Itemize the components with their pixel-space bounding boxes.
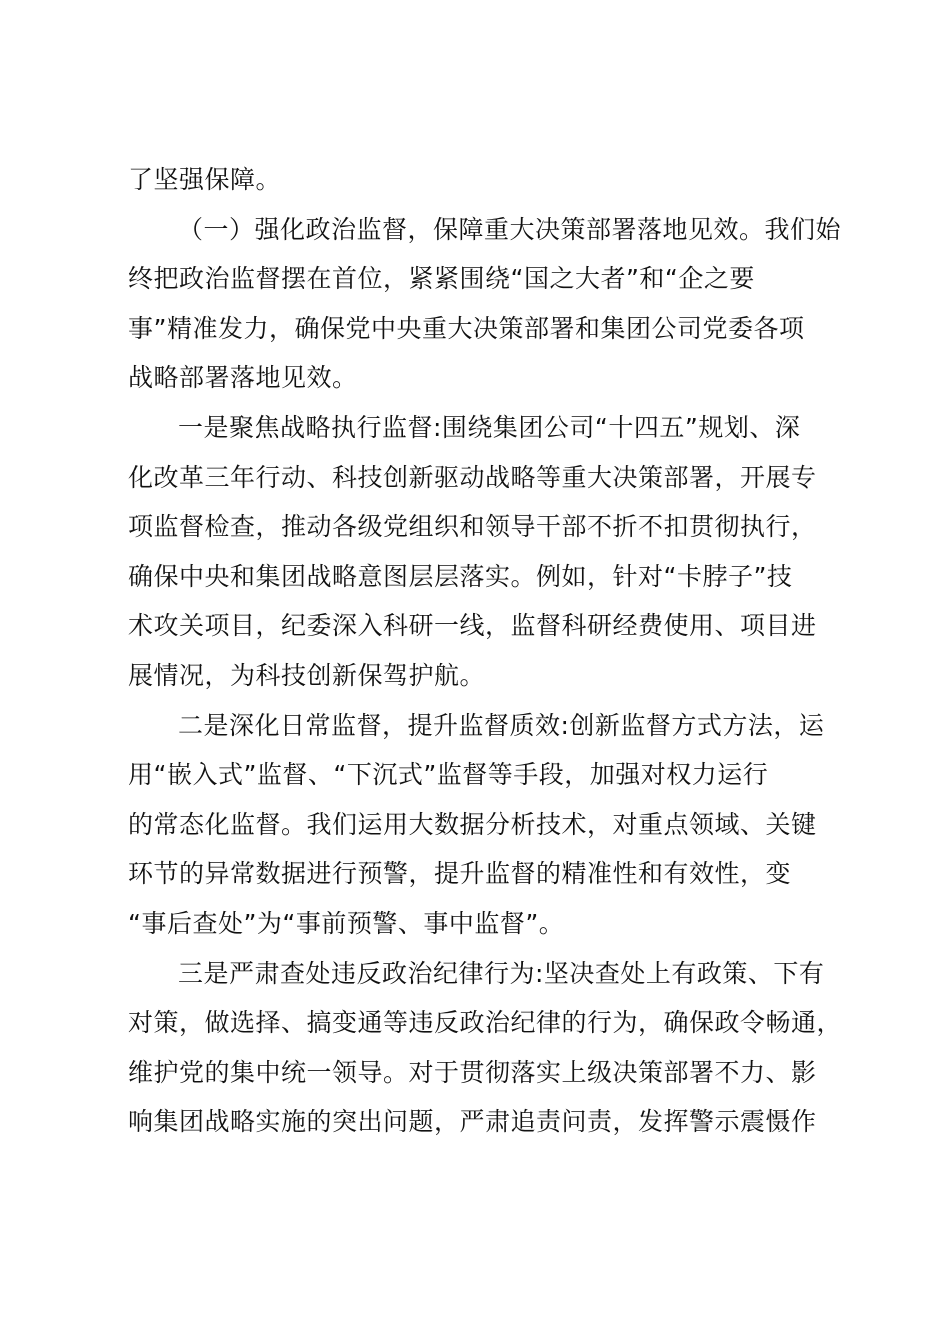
text-line: 事”精准发力，确保党中央重大决策部署和集团公司党委各项 bbox=[128, 313, 805, 343]
text-line: 术攻关项目，纪委深入科研一线，监督科研经费使用、项目进 bbox=[128, 611, 817, 641]
text-line: “事后查处”为“事前预警、事中监督”。 bbox=[128, 908, 565, 938]
text-line: 维护党的集中统一领导。对于贯彻落实上级决策部署不力、影 bbox=[128, 1057, 817, 1087]
text-line: 三是严肃查处违反政治纪律行为:坚决查处上有政策、下有 bbox=[178, 958, 825, 988]
text-line: 战略部署落地见效。 bbox=[128, 363, 358, 393]
text-line: （一）强化政治监督，保障重大决策部署落地见效。我们始 bbox=[178, 214, 842, 244]
text-line: 用“嵌入式”监督、“下沉式”监督等手段，加强对权力运行 bbox=[128, 760, 769, 790]
text-line: 环节的异常数据进行预警，提升监督的精准性和有效性，变 bbox=[128, 859, 792, 889]
text-line: 一是聚焦战略执行监督:围绕集团公司“十四五”规划、深 bbox=[178, 412, 801, 442]
text-line: 的常态化监督。我们运用大数据分析技术，对重点领域、关键 bbox=[128, 809, 817, 839]
text-line: 展情况，为科技创新保驾护航。 bbox=[128, 660, 486, 690]
text-line: 化改革三年行动、科技创新驱动战略等重大决策部署，开展专 bbox=[128, 462, 817, 492]
text-line: 终把政治监督摆在首位，紧紧围绕“国之大者”和“企之要 bbox=[128, 264, 755, 294]
body-text bbox=[128, 155, 843, 1147]
text-line: 二是深化日常监督，提升监督质效:创新监督方式方法，运 bbox=[178, 710, 825, 740]
text-line: 项监督检查，推动各级党组织和领导干部不折不扣贯彻执行， bbox=[128, 512, 817, 542]
text-line: 对策，做选择、搞变通等违反政治纪律的行为，确保政令畅通， bbox=[128, 1008, 843, 1038]
text-line: 了坚强保障。 bbox=[128, 165, 282, 194]
text-line: 确保中央和集团战略意图层层落实。例如，针对“卡脖子”技 bbox=[128, 561, 793, 591]
text-line: 响集团战略实施的突出问题，严肃追责问责，发挥警示震慑作 bbox=[128, 1107, 817, 1137]
